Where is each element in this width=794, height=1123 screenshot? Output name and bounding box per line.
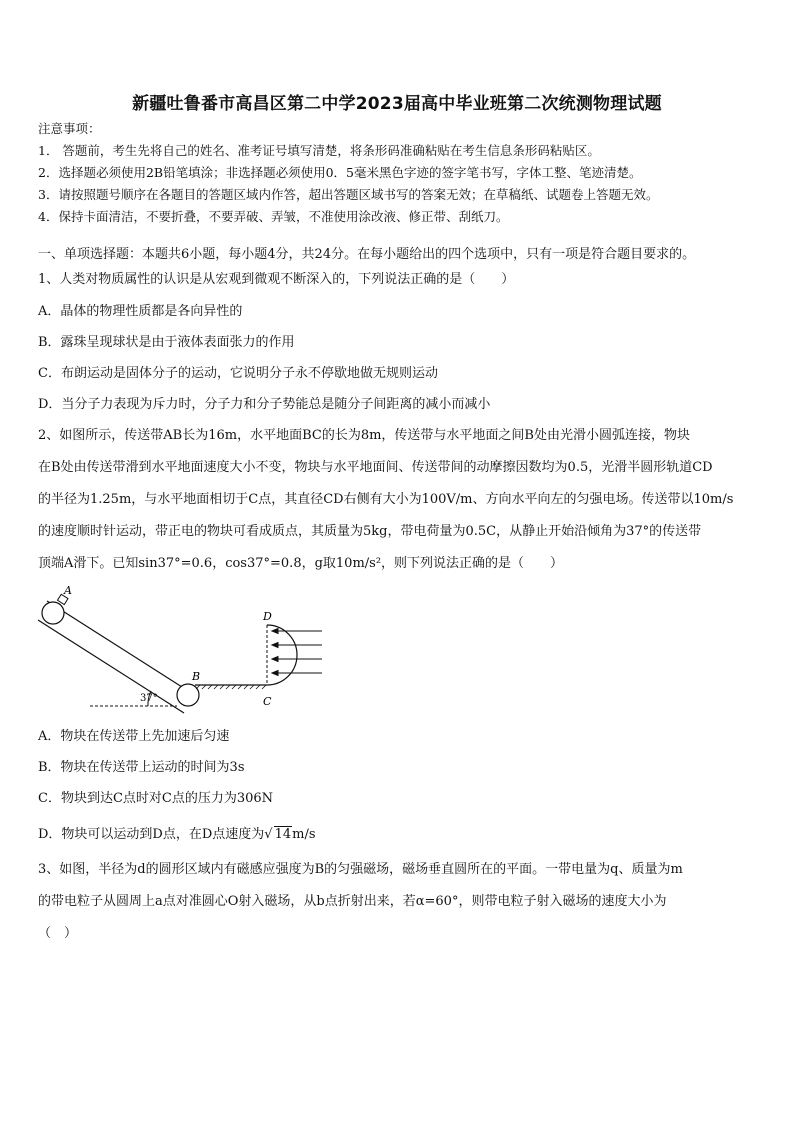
notice-item: 1． 答题前，考生先将自己的姓名、准考证号填写清楚，将条形码准确粘贴在考生信息条形码粘贴区。 xyxy=(38,143,600,158)
question-2-option-d xyxy=(38,826,316,843)
angle-label: 37° xyxy=(140,693,158,704)
question-1-option-d: D．当分子力表现为斥力时，分子力和分子势能总是随分子间距离的减小而减小 xyxy=(38,397,491,412)
label-d: D xyxy=(263,610,272,623)
question-2-stem-line: 的速度顺时针运动，带正电的物块可看成质点，其质量为5kg，带电荷量为0.5C，从静止开始沿倾角为37°的传送带 xyxy=(38,524,702,539)
question-2-stem xyxy=(38,420,758,580)
section-heading: 一、单项选择题：本题共6小题，每小题4分，共24分。在每小题给出的四个选项中，只有一项是符合题目要求的。 xyxy=(38,247,696,262)
page-title: 新疆吐鲁番市高昌区第二中学2023届高中毕业班第二次统测物理试题 xyxy=(132,94,662,114)
question-1-option-b: B．露珠呈现球状是由于液体表面张力的作用 xyxy=(38,335,295,350)
question-3-stem xyxy=(38,854,758,950)
sqrt-radicand: 14 xyxy=(274,827,292,842)
label-a: A xyxy=(64,585,72,597)
question-1-stem: 1、人类对物质属性的认识是从宏观到微观不断深入的，下列说法正确的是（ ） xyxy=(38,272,515,287)
notice-item: 3．请按照题号顺序在各题目的答题区域内作答，超出答题区域书写的答案无效；在草稿纸、试题卷上答题无效。 xyxy=(38,187,659,202)
top-pulley xyxy=(42,602,64,624)
question-3-stem-line: 3、如图，半径为d的圆形区域内有磁感应强度为B的匀强磁场，磁场垂直圆所在的平面。一带电量为q、质量为m xyxy=(38,862,683,877)
option-d-unit: m/s xyxy=(292,827,316,842)
notice-item: 4．保持卡面清洁，不要折叠，不要弄破、弄皱，不准使用涂改液、修正带、刮纸刀。 xyxy=(38,209,509,224)
conveyor-figure xyxy=(30,585,330,715)
notice-heading: 注意事项： xyxy=(38,121,101,136)
question-3-stem-line: 的带电粒子从圆周上a点对准圆心O射入磁场，从b点折射出来，若α=60°，则带电粒子射入磁场的速度大小为 xyxy=(38,894,667,909)
question-2-option-a: A．物块在传送带上先加速后匀速 xyxy=(38,729,230,744)
question-2-stem-line: 顶端A滑下。已知sin37°=0.6，cos37°=0.8，g取10m/s²，则下列说法正确的是（ ） xyxy=(38,556,564,571)
question-2-option-c: C．物块到达C点时对C点的压力为306N xyxy=(38,791,274,806)
question-1-option-a: A．晶体的物理性质都是各向异性的 xyxy=(38,304,243,319)
notice-item: 2．选择题必须使用2B铅笔填涂；非选择题必须使用0．5毫米黑色字迹的签字笔书写，字体工整、笔迹清楚。 xyxy=(38,165,642,180)
label-b: B xyxy=(192,670,201,683)
question-2-stem-line: 2、如图所示，传送带AB长为16m，水平地面BC的长为8m，传送带与水平地面之间B处由光滑小圆弧连接，物块 xyxy=(38,428,690,443)
question-1-option-c: C．布朗运动是固体分子的运动，它说明分子永不停歇地做无规则运动 xyxy=(38,366,438,381)
question-3-stem-line: （ ） xyxy=(38,926,78,941)
option-d-text: D．物块可以运动到D点，在D点速度为 xyxy=(38,827,265,842)
question-2-stem-line: 在B处由传送带滑到水平地面速度大小不变，物块与水平地面间、传送带间的动摩擦因数均为0.5，光滑半圆形轨道CD xyxy=(38,460,713,475)
semicircle-track xyxy=(267,625,297,685)
bottom-pulley xyxy=(177,684,199,706)
label-c: C xyxy=(263,695,272,708)
question-2-stem-line: 的半径为1.25m，与水平地面相切于C点，其直径CD右侧有大小为100V/m、方向水平向左的匀强电场。传送带以10m/s xyxy=(38,492,734,507)
question-2-option-b: B．物块在传送带上运动的时间为3s xyxy=(38,760,245,775)
sqrt-symbol: √ xyxy=(264,827,273,842)
